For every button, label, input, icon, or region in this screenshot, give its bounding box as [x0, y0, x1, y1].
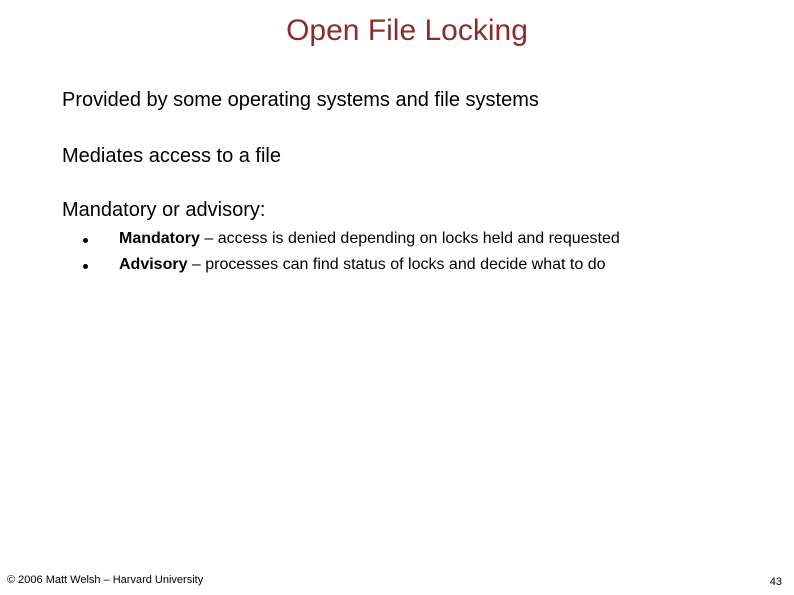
- bullet-dot-icon: [83, 264, 88, 269]
- sub-bullet-advisory: [83, 256, 606, 274]
- sub-bullet-term: Mandatory: [119, 230, 200, 247]
- bullet-provided-by: Provided by some operating systems and file systems: [62, 89, 539, 111]
- sub-bullet-term: Advisory: [119, 256, 188, 273]
- slide-title: Open File Locking: [286, 14, 528, 47]
- bullet-mandatory-or-advisory: Mandatory or advisory:: [62, 199, 266, 221]
- bullet-dot-icon: [83, 238, 88, 243]
- sub-bullet-text: – access is denied depending on locks held and requested: [199, 230, 620, 247]
- page-number: 43: [769, 576, 782, 588]
- bullet-mediates-access: Mediates access to a file: [62, 145, 281, 167]
- sub-bullet-text: – processes can find status of locks and decide what to do: [187, 256, 606, 273]
- footer-copyright: © 2006 Matt Welsh – Harvard University: [7, 574, 204, 586]
- sub-bullet-mandatory: [83, 230, 620, 248]
